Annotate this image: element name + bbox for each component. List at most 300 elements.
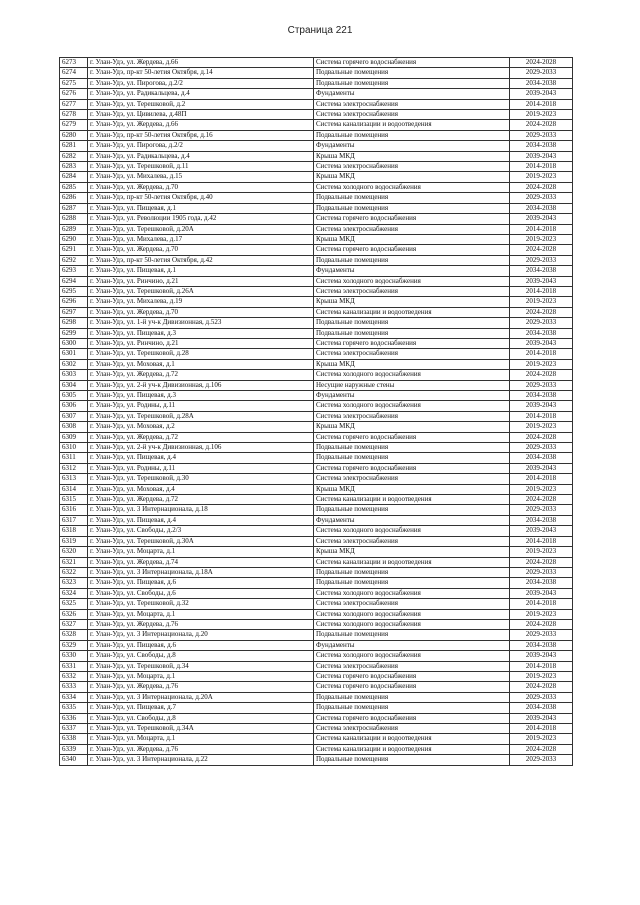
period-cell: 2019-2023 — [510, 359, 573, 369]
system-cell: Крыша МКД — [314, 422, 510, 432]
table-row — [60, 370, 573, 380]
address-cell: г. Улан-Удэ, ул. 3 Интернационала, д.18А — [88, 567, 314, 577]
table-row — [60, 255, 573, 265]
row-number-cell: 6336 — [60, 713, 88, 723]
row-number-cell: 6332 — [60, 671, 88, 681]
row-number-cell: 6295 — [60, 286, 88, 296]
address-cell: г. Улан-Удэ, ул. Терешковой, д.34 — [88, 661, 314, 671]
address-cell: г. Улан-Удэ, ул. Ринчино, д.21 — [88, 338, 314, 348]
address-cell: г. Улан-Удэ, ул. Свободы, д.2/3 — [88, 526, 314, 536]
table-row — [60, 266, 573, 276]
row-number-cell: 6327 — [60, 619, 88, 629]
table-row — [60, 182, 573, 192]
system-cell: Подвальные помещения — [314, 193, 510, 203]
period-cell: 2024-2028 — [510, 619, 573, 629]
row-number-cell: 6291 — [60, 245, 88, 255]
table-row — [60, 286, 573, 296]
table-row — [60, 495, 573, 505]
address-cell: г. Улан-Удэ, ул. 1-й уч-к Дивизионная, д.523 — [88, 318, 314, 328]
address-cell: г. Улан-Удэ, ул. Терешковой, д.32 — [88, 599, 314, 609]
system-cell: Система холодного водоснабжения — [314, 276, 510, 286]
period-cell: 2014-2018 — [510, 224, 573, 234]
row-number-cell: 6323 — [60, 578, 88, 588]
table-row — [60, 443, 573, 453]
table-row — [60, 640, 573, 650]
period-cell: 2034-2038 — [510, 515, 573, 525]
table-row — [60, 68, 573, 78]
row-number-cell: 6301 — [60, 349, 88, 359]
row-number-cell: 6324 — [60, 588, 88, 598]
address-cell: г. Улан-Удэ, ул. Родины, д.11 — [88, 401, 314, 411]
system-cell: Подвальные помещения — [314, 443, 510, 453]
address-cell: г. Улан-Удэ, пр-кт 50-летия Октября, д.40 — [88, 193, 314, 203]
system-cell: Подвальные помещения — [314, 203, 510, 213]
row-number-cell: 6296 — [60, 297, 88, 307]
table-row — [60, 557, 573, 567]
period-cell: 2014-2018 — [510, 411, 573, 421]
system-cell: Система электроснабжения — [314, 474, 510, 484]
row-number-cell: 6300 — [60, 338, 88, 348]
address-cell: г. Улан-Удэ, ул. Ринчино, д.21 — [88, 276, 314, 286]
system-cell: Подвальные помещения — [314, 578, 510, 588]
system-cell: Подвальные помещения — [314, 68, 510, 78]
table-row — [60, 505, 573, 515]
table-row — [60, 318, 573, 328]
table-row — [60, 682, 573, 692]
system-cell: Крыша МКД — [314, 359, 510, 369]
period-cell: 2039-2043 — [510, 214, 573, 224]
table-row — [60, 338, 573, 348]
period-cell: 2029-2033 — [510, 255, 573, 265]
period-cell: 2014-2018 — [510, 99, 573, 109]
system-cell: Фундаменты — [314, 515, 510, 525]
row-number-cell: 6335 — [60, 703, 88, 713]
address-cell: г. Улан-Удэ, ул. Жердева, д.76 — [88, 744, 314, 754]
address-cell: г. Улан-Удэ, ул. Моцарта, д.1 — [88, 671, 314, 681]
row-number-cell: 6285 — [60, 182, 88, 192]
period-cell: 2034-2038 — [510, 578, 573, 588]
system-cell: Подвальные помещения — [314, 453, 510, 463]
address-cell: г. Улан-Удэ, ул. Цивилева, д.48П — [88, 110, 314, 120]
row-number-cell: 6308 — [60, 422, 88, 432]
system-cell: Система электроснабжения — [314, 411, 510, 421]
period-cell: 2034-2038 — [510, 266, 573, 276]
period-cell: 2019-2023 — [510, 671, 573, 681]
period-cell: 2014-2018 — [510, 474, 573, 484]
address-cell: г. Улан-Удэ, ул. Свободы, д.8 — [88, 713, 314, 723]
period-cell: 2029-2033 — [510, 755, 573, 765]
system-cell: Фундаменты — [314, 89, 510, 99]
row-number-cell: 6305 — [60, 391, 88, 401]
system-cell: Подвальные помещения — [314, 328, 510, 338]
period-cell: 2024-2028 — [510, 370, 573, 380]
system-cell: Подвальные помещения — [314, 703, 510, 713]
system-cell: Система электроснабжения — [314, 724, 510, 734]
system-cell: Крыша МКД — [314, 172, 510, 182]
system-cell: Система холодного водоснабжения — [314, 401, 510, 411]
table-row — [60, 193, 573, 203]
row-number-cell: 6315 — [60, 495, 88, 505]
period-cell: 2019-2023 — [510, 609, 573, 619]
address-cell: г. Улан-Удэ, ул. Михалева, д.15 — [88, 172, 314, 182]
period-cell: 2034-2038 — [510, 203, 573, 213]
period-cell: 2029-2033 — [510, 692, 573, 702]
table-row — [60, 703, 573, 713]
period-cell: 2034-2038 — [510, 453, 573, 463]
table-row — [60, 391, 573, 401]
period-cell: 2019-2023 — [510, 484, 573, 494]
row-number-cell: 6321 — [60, 557, 88, 567]
table-row — [60, 578, 573, 588]
system-cell: Подвальные помещения — [314, 630, 510, 640]
table-row — [60, 547, 573, 557]
row-number-cell: 6313 — [60, 474, 88, 484]
system-cell: Система холодного водоснабжения — [314, 182, 510, 192]
table-row — [60, 734, 573, 744]
address-cell: г. Улан-Удэ, ул. Моховая, д.4 — [88, 484, 314, 494]
system-cell: Система канализации и водоотведения — [314, 120, 510, 130]
system-cell: Подвальные помещения — [314, 567, 510, 577]
capital-repair-table — [59, 57, 573, 766]
system-cell: Фундаменты — [314, 391, 510, 401]
period-cell: 2029-2033 — [510, 505, 573, 515]
system-cell: Система электроснабжения — [314, 99, 510, 109]
period-cell: 2024-2028 — [510, 682, 573, 692]
period-cell: 2014-2018 — [510, 162, 573, 172]
table-row — [60, 744, 573, 754]
system-cell: Система горячего водоснабжения — [314, 58, 510, 68]
period-cell: 2034-2038 — [510, 141, 573, 151]
row-number-cell: 6322 — [60, 567, 88, 577]
address-cell: г. Улан-Удэ, ул. Радикальцева, д.4 — [88, 151, 314, 161]
system-cell: Подвальные помещения — [314, 78, 510, 88]
table-row — [60, 380, 573, 390]
table-row — [60, 671, 573, 681]
system-cell: Система электроснабжения — [314, 162, 510, 172]
address-cell: г. Улан-Удэ, ул. Революции 1905 года, д.42 — [88, 214, 314, 224]
row-number-cell: 6275 — [60, 78, 88, 88]
row-number-cell: 6318 — [60, 526, 88, 536]
address-cell: г. Улан-Удэ, ул. Жердева, д.66 — [88, 58, 314, 68]
system-cell: Система холодного водоснабжения — [314, 609, 510, 619]
address-cell: г. Улан-Удэ, ул. Терешковой, д.30А — [88, 536, 314, 546]
row-number-cell: 6297 — [60, 307, 88, 317]
table-row — [60, 224, 573, 234]
system-cell: Подвальные помещения — [314, 318, 510, 328]
address-cell: г. Улан-Удэ, ул. Пищевая, д.1 — [88, 266, 314, 276]
period-cell: 2019-2023 — [510, 297, 573, 307]
table-row — [60, 484, 573, 494]
system-cell: Фундаменты — [314, 266, 510, 276]
address-cell: г. Улан-Удэ, ул. Моцарта, д.1 — [88, 609, 314, 619]
system-cell: Система холодного водоснабжения — [314, 370, 510, 380]
address-cell: г. Улан-Удэ, ул. Пирогова, д.2/2 — [88, 141, 314, 151]
system-cell: Система горячего водоснабжения — [314, 463, 510, 473]
table-row — [60, 567, 573, 577]
system-cell: Подвальные помещения — [314, 755, 510, 765]
address-cell: г. Улан-Удэ, ул. Пирогова, д.2/2 — [88, 78, 314, 88]
table-row — [60, 755, 573, 765]
period-cell: 2034-2038 — [510, 640, 573, 650]
row-number-cell: 6286 — [60, 193, 88, 203]
address-cell: г. Улан-Удэ, ул. Терешковой, д.28А — [88, 411, 314, 421]
system-cell: Система электроснабжения — [314, 536, 510, 546]
row-number-cell: 6334 — [60, 692, 88, 702]
system-cell: Подвальные помещения — [314, 255, 510, 265]
period-cell: 2024-2028 — [510, 307, 573, 317]
address-cell: г. Улан-Удэ, ул. Жердева, д.70 — [88, 307, 314, 317]
period-cell: 2029-2033 — [510, 630, 573, 640]
period-cell: 2029-2033 — [510, 318, 573, 328]
row-number-cell: 6273 — [60, 58, 88, 68]
table-row — [60, 130, 573, 140]
row-number-cell: 6284 — [60, 172, 88, 182]
row-number-cell: 6290 — [60, 234, 88, 244]
system-cell: Система электроснабжения — [314, 661, 510, 671]
system-cell: Система электроснабжения — [314, 349, 510, 359]
period-cell: 2024-2028 — [510, 557, 573, 567]
period-cell: 2039-2043 — [510, 588, 573, 598]
row-number-cell: 6325 — [60, 599, 88, 609]
row-number-cell: 6310 — [60, 443, 88, 453]
table-row — [60, 141, 573, 151]
period-cell: 2039-2043 — [510, 151, 573, 161]
address-cell: г. Улан-Удэ, ул. Терешковой, д.30 — [88, 474, 314, 484]
period-cell: 2034-2038 — [510, 328, 573, 338]
table-row — [60, 422, 573, 432]
table-row — [60, 630, 573, 640]
system-cell: Система горячего водоснабжения — [314, 671, 510, 681]
address-cell: г. Улан-Удэ, ул. Жердева, д.70 — [88, 245, 314, 255]
row-number-cell: 6302 — [60, 359, 88, 369]
address-cell: г. Улан-Удэ, ул. 3 Интернационала, д.18 — [88, 505, 314, 515]
address-cell: г. Улан-Удэ, пр-кт 50-летия Октября, д.42 — [88, 255, 314, 265]
table-row — [60, 536, 573, 546]
system-cell: Система электроснабжения — [314, 599, 510, 609]
system-cell: Крыша МКД — [314, 151, 510, 161]
period-cell: 2019-2023 — [510, 422, 573, 432]
row-number-cell: 6311 — [60, 453, 88, 463]
address-cell: г. Улан-Удэ, ул. Жердева, д.72 — [88, 432, 314, 442]
address-cell: г. Улан-Удэ, ул. Моховая, д.2 — [88, 422, 314, 432]
table-row — [60, 609, 573, 619]
period-cell: 2039-2043 — [510, 276, 573, 286]
period-cell: 2039-2043 — [510, 713, 573, 723]
row-number-cell: 6276 — [60, 89, 88, 99]
period-cell: 2019-2023 — [510, 172, 573, 182]
period-cell: 2029-2033 — [510, 567, 573, 577]
row-number-cell: 6274 — [60, 68, 88, 78]
address-cell: г. Улан-Удэ, ул. Михалева, д.19 — [88, 297, 314, 307]
system-cell: Система горячего водоснабжения — [314, 338, 510, 348]
row-number-cell: 6339 — [60, 744, 88, 754]
system-cell: Подвальные помещения — [314, 692, 510, 702]
address-cell: г. Улан-Удэ, ул. 3 Интернационала, д.20А — [88, 692, 314, 702]
table-row — [60, 661, 573, 671]
table-row — [60, 515, 573, 525]
row-number-cell: 6316 — [60, 505, 88, 515]
row-number-cell: 6340 — [60, 755, 88, 765]
period-cell: 2039-2043 — [510, 401, 573, 411]
system-cell: Несущие наружные стены — [314, 380, 510, 390]
period-cell: 2029-2033 — [510, 193, 573, 203]
table-row — [60, 724, 573, 734]
address-cell: г. Улан-Удэ, ул. Михалева, д.17 — [88, 234, 314, 244]
table-row — [60, 713, 573, 723]
period-cell: 2034-2038 — [510, 78, 573, 88]
row-number-cell: 6312 — [60, 463, 88, 473]
system-cell: Система канализации и водоотведения — [314, 734, 510, 744]
address-cell: г. Улан-Удэ, ул. Пищевая, д.4 — [88, 453, 314, 463]
table-row — [60, 307, 573, 317]
row-number-cell: 6299 — [60, 328, 88, 338]
table-row — [60, 162, 573, 172]
system-cell: Крыша МКД — [314, 297, 510, 307]
row-number-cell: 6306 — [60, 401, 88, 411]
address-cell: г. Улан-Удэ, ул. Пищевая, д.1 — [88, 203, 314, 213]
period-cell: 2024-2028 — [510, 182, 573, 192]
period-cell: 2024-2028 — [510, 58, 573, 68]
period-cell: 2039-2043 — [510, 89, 573, 99]
row-number-cell: 6319 — [60, 536, 88, 546]
address-cell: г. Улан-Удэ, ул. Пищевая, д.6 — [88, 640, 314, 650]
table-row — [60, 401, 573, 411]
row-number-cell: 6331 — [60, 661, 88, 671]
period-cell: 2034-2038 — [510, 391, 573, 401]
address-cell: г. Улан-Удэ, ул. Пищевая, д.6 — [88, 578, 314, 588]
address-cell: г. Улан-Удэ, ул. Терешковой, д.26А — [88, 286, 314, 296]
row-number-cell: 6309 — [60, 432, 88, 442]
table-row — [60, 599, 573, 609]
row-number-cell: 6282 — [60, 151, 88, 161]
address-cell: г. Улан-Удэ, ул. Пищевая, д.7 — [88, 703, 314, 713]
period-cell: 2019-2023 — [510, 547, 573, 557]
period-cell: 2019-2023 — [510, 734, 573, 744]
system-cell: Система электроснабжения — [314, 286, 510, 296]
period-cell: 2039-2043 — [510, 651, 573, 661]
address-cell: г. Улан-Удэ, ул. Моцарта, д.1 — [88, 547, 314, 557]
period-cell: 2039-2043 — [510, 338, 573, 348]
table-row — [60, 349, 573, 359]
row-number-cell: 6314 — [60, 484, 88, 494]
period-cell: 2029-2033 — [510, 443, 573, 453]
address-cell: г. Улан-Удэ, ул. Пищевая, д.3 — [88, 328, 314, 338]
table-row — [60, 453, 573, 463]
address-cell: г. Улан-Удэ, ул. Терешковой, д.28 — [88, 349, 314, 359]
address-cell: г. Улан-Удэ, ул. Жердева, д.66 — [88, 120, 314, 130]
table-row — [60, 297, 573, 307]
address-cell: г. Улан-Удэ, ул. Терешковой, д.34А — [88, 724, 314, 734]
row-number-cell: 6280 — [60, 130, 88, 140]
system-cell: Система горячего водоснабжения — [314, 432, 510, 442]
address-cell: г. Улан-Удэ, ул. Свободы, д.8 — [88, 651, 314, 661]
address-cell: г. Улан-Удэ, ул. 3 Интернационала, д.22 — [88, 755, 314, 765]
row-number-cell: 6337 — [60, 724, 88, 734]
row-number-cell: 6333 — [60, 682, 88, 692]
system-cell: Крыша МКД — [314, 547, 510, 557]
table-row — [60, 110, 573, 120]
system-cell: Система горячего водоснабжения — [314, 245, 510, 255]
address-cell: г. Улан-Удэ, ул. Жердева, д.74 — [88, 557, 314, 567]
table-row — [60, 276, 573, 286]
period-cell: 2014-2018 — [510, 724, 573, 734]
address-cell: г. Улан-Удэ, ул. Терешковой, д.2 — [88, 99, 314, 109]
period-cell: 2014-2018 — [510, 599, 573, 609]
table-row — [60, 58, 573, 68]
row-number-cell: 6283 — [60, 162, 88, 172]
period-cell: 2019-2023 — [510, 234, 573, 244]
period-cell: 2024-2028 — [510, 245, 573, 255]
period-cell: 2024-2028 — [510, 495, 573, 505]
table-row — [60, 432, 573, 442]
row-number-cell: 6303 — [60, 370, 88, 380]
row-number-cell: 6307 — [60, 411, 88, 421]
system-cell: Система горячего водоснабжения — [314, 713, 510, 723]
row-number-cell: 6288 — [60, 214, 88, 224]
system-cell: Крыша МКД — [314, 484, 510, 494]
row-number-cell: 6304 — [60, 380, 88, 390]
period-cell: 2024-2028 — [510, 120, 573, 130]
address-cell: г. Улан-Удэ, ул. Родины, д.11 — [88, 463, 314, 473]
table-row — [60, 619, 573, 629]
system-cell: Система горячего водоснабжения — [314, 682, 510, 692]
row-number-cell: 6279 — [60, 120, 88, 130]
table-row — [60, 526, 573, 536]
system-cell: Система холодного водоснабжения — [314, 526, 510, 536]
table-row — [60, 78, 573, 88]
address-cell: г. Улан-Удэ, ул. Моцарта, д.1 — [88, 734, 314, 744]
period-cell: 2029-2033 — [510, 68, 573, 78]
address-cell: г. Улан-Удэ, ул. Жердева, д.76 — [88, 682, 314, 692]
address-cell: г. Улан-Удэ, ул. Свободы, д.6 — [88, 588, 314, 598]
system-cell: Система канализации и водоотведения — [314, 557, 510, 567]
row-number-cell: 6289 — [60, 224, 88, 234]
system-cell: Система канализации и водоотведения — [314, 744, 510, 754]
table-row — [60, 89, 573, 99]
row-number-cell: 6294 — [60, 276, 88, 286]
table-row — [60, 172, 573, 182]
address-cell: г. Улан-Удэ, ул. Моховая, д.1 — [88, 359, 314, 369]
period-cell: 2014-2018 — [510, 536, 573, 546]
row-number-cell: 6292 — [60, 255, 88, 265]
address-cell: г. Улан-Удэ, ул. Жердева, д.72 — [88, 370, 314, 380]
address-cell: г. Улан-Удэ, ул. Пищевая, д.3 — [88, 391, 314, 401]
system-cell: Фундаменты — [314, 141, 510, 151]
row-number-cell: 6278 — [60, 110, 88, 120]
row-number-cell: 6330 — [60, 651, 88, 661]
address-cell: г. Улан-Удэ, ул. 2-й уч-к Дивизионная, д.106 — [88, 380, 314, 390]
period-cell: 2014-2018 — [510, 286, 573, 296]
address-cell: г. Улан-Удэ, ул. Жердева, д.70 — [88, 182, 314, 192]
page-number-label: Страница 221 — [287, 25, 353, 36]
system-cell: Фундаменты — [314, 640, 510, 650]
table-row — [60, 120, 573, 130]
address-cell: г. Улан-Удэ, пр-кт 50-летия Октября, д.14 — [88, 68, 314, 78]
row-number-cell: 6317 — [60, 515, 88, 525]
table-row — [60, 245, 573, 255]
system-cell: Система электроснабжения — [314, 224, 510, 234]
address-cell: г. Улан-Удэ, ул. 2-й уч-к Дивизионная, д.106 — [88, 443, 314, 453]
system-cell: Подвальные помещения — [314, 130, 510, 140]
period-cell: 2029-2033 — [510, 130, 573, 140]
table-row — [60, 411, 573, 421]
system-cell: Система холодного водоснабжения — [314, 651, 510, 661]
address-cell: г. Улан-Удэ, ул. Терешковой, д.20А — [88, 224, 314, 234]
table-row — [60, 474, 573, 484]
period-cell: 2014-2018 — [510, 349, 573, 359]
system-cell: Система электроснабжения — [314, 110, 510, 120]
period-cell: 2024-2028 — [510, 432, 573, 442]
